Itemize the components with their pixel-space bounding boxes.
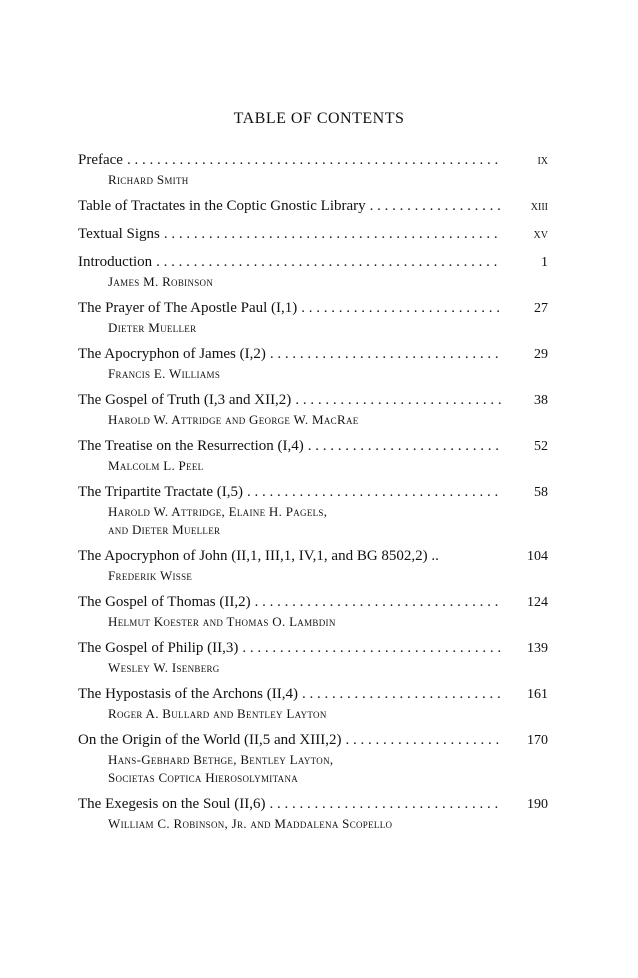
toc-entry-line bbox=[78, 436, 548, 457]
toc-entry bbox=[78, 196, 548, 217]
toc-entry-author: Hans-Gebhard Bethge, Bentley Layton, bbox=[108, 752, 334, 767]
toc-entry-line bbox=[78, 390, 548, 411]
toc-entry-author: Harold W. Attridge and George W. MacRae bbox=[108, 412, 359, 427]
toc-entry-author: Harold W. Attridge, Elaine H. Pagels, bbox=[108, 504, 328, 519]
toc-entry-title: Introduction bbox=[78, 254, 153, 270]
dot-leader bbox=[127, 150, 502, 170]
toc-entry-page-number: 161 bbox=[527, 687, 548, 702]
dot-leader bbox=[164, 224, 502, 244]
dot-leader bbox=[302, 684, 502, 704]
toc-entry-page-number: 29 bbox=[534, 347, 548, 362]
dot-leader bbox=[370, 196, 502, 216]
toc-entry-page-number: 58 bbox=[534, 485, 548, 500]
toc-entry-title: The Apocryphon of James (I,2) bbox=[78, 346, 266, 362]
toc-entry bbox=[78, 252, 548, 291]
dot-leader bbox=[301, 298, 502, 318]
toc-entry-title: The Apocryphon of John (II,1, III,1, IV,1, and BG 8502,2) .. bbox=[78, 548, 439, 564]
toc-entry-page-number: 190 bbox=[527, 797, 548, 812]
toc-entry-line bbox=[78, 546, 548, 567]
dot-leader bbox=[242, 638, 502, 658]
toc-entry bbox=[78, 794, 548, 833]
toc-entry bbox=[78, 638, 548, 677]
table-of-contents bbox=[78, 150, 548, 840]
toc-entry-page-number: 124 bbox=[527, 595, 548, 610]
toc-entry-author: Frederik Wisse bbox=[108, 568, 193, 583]
toc-entry-title: The Treatise on the Resurrection (I,4) bbox=[78, 438, 304, 454]
toc-entry-line bbox=[78, 344, 548, 365]
toc-entry-title: The Prayer of The Apostle Paul (I,1) bbox=[78, 300, 298, 316]
dot-leader bbox=[269, 794, 502, 814]
toc-entry-line bbox=[78, 794, 548, 815]
toc-entry-page-number: xv bbox=[533, 227, 548, 242]
toc-entry-line bbox=[78, 298, 548, 319]
toc-entry-author: Malcolm L. Peel bbox=[108, 458, 204, 473]
toc-entry-author: Wesley W. Isenberg bbox=[108, 660, 220, 675]
toc-entry-page-number: 104 bbox=[527, 549, 548, 564]
toc-entry bbox=[78, 344, 548, 383]
toc-entry-author: William C. Robinson, Jr. and Maddalena Scopello bbox=[108, 816, 393, 831]
toc-entry bbox=[78, 298, 548, 337]
toc-entry bbox=[78, 730, 548, 787]
dot-leader bbox=[270, 344, 502, 364]
toc-entry-author: James M. Robinson bbox=[108, 274, 214, 289]
toc-entry bbox=[78, 150, 548, 189]
toc-entry-author: Francis E. Williams bbox=[108, 366, 221, 381]
toc-entry-line bbox=[78, 684, 548, 705]
toc-entry-title: The Gospel of Thomas (II,2) bbox=[78, 594, 251, 610]
toc-entry-author: Roger A. Bullard and Bentley Layton bbox=[108, 706, 327, 721]
toc-entry bbox=[78, 592, 548, 631]
toc-entry-line bbox=[78, 730, 548, 751]
toc-entry-page-number: 52 bbox=[534, 439, 548, 454]
toc-entry-page-number: 1 bbox=[541, 255, 548, 270]
toc-entry-line bbox=[78, 224, 548, 245]
dot-leader bbox=[255, 592, 502, 612]
toc-entry-title: The Hypostasis of the Archons (II,4) bbox=[78, 686, 298, 702]
toc-entry-title: Textual Signs bbox=[78, 226, 160, 242]
toc-entry-line bbox=[78, 252, 548, 273]
toc-entry-title: The Gospel of Philip (II,3) bbox=[78, 640, 239, 656]
dot-leader bbox=[345, 730, 502, 750]
toc-entry-author: Richard Smith bbox=[108, 172, 189, 187]
dot-leader bbox=[308, 436, 502, 456]
dot-leader bbox=[295, 390, 502, 410]
toc-entry-page-number: 170 bbox=[527, 733, 548, 748]
toc-entry-line bbox=[78, 592, 548, 613]
toc-entry-page-number: ix bbox=[537, 153, 548, 168]
toc-entry bbox=[78, 546, 548, 585]
toc-entry-line bbox=[78, 482, 548, 503]
toc-entry-author: Helmut Koester and Thomas O. Lambdin bbox=[108, 614, 336, 629]
toc-entry-title: Preface bbox=[78, 152, 123, 168]
toc-entry-line bbox=[78, 638, 548, 659]
toc-entry bbox=[78, 684, 548, 723]
dot-leader bbox=[247, 482, 502, 502]
toc-entry bbox=[78, 436, 548, 475]
dot-leader bbox=[156, 252, 502, 272]
toc-entry-author: and Dieter Mueller bbox=[108, 522, 221, 537]
toc-entry bbox=[78, 224, 548, 245]
toc-entry bbox=[78, 390, 548, 429]
toc-entry-page-number: 139 bbox=[527, 641, 548, 656]
page-title: TABLE OF CONTENTS bbox=[233, 110, 405, 127]
toc-entry-page-number: 27 bbox=[534, 301, 548, 316]
toc-entry bbox=[78, 482, 548, 539]
toc-entry-title: On the Origin of the World (II,5 and XIII,2) bbox=[78, 732, 342, 748]
toc-entry-title: The Exegesis on the Soul (II,6) bbox=[78, 796, 266, 812]
toc-entry-line bbox=[78, 150, 548, 171]
toc-entry-page-number: 38 bbox=[534, 393, 548, 408]
toc-entry-title: The Tripartite Tractate (I,5) bbox=[78, 484, 243, 500]
toc-entry-author: Societas Coptica Hierosolymitana bbox=[108, 770, 299, 785]
toc-entry-author: Dieter Mueller bbox=[108, 320, 197, 335]
toc-entry-title: Table of Tractates in the Coptic Gnostic Library bbox=[78, 198, 366, 214]
toc-entry-title: The Gospel of Truth (I,3 and XII,2) bbox=[78, 392, 292, 408]
toc-entry-line bbox=[78, 196, 548, 217]
toc-entry-page-number: xiii bbox=[530, 199, 548, 214]
